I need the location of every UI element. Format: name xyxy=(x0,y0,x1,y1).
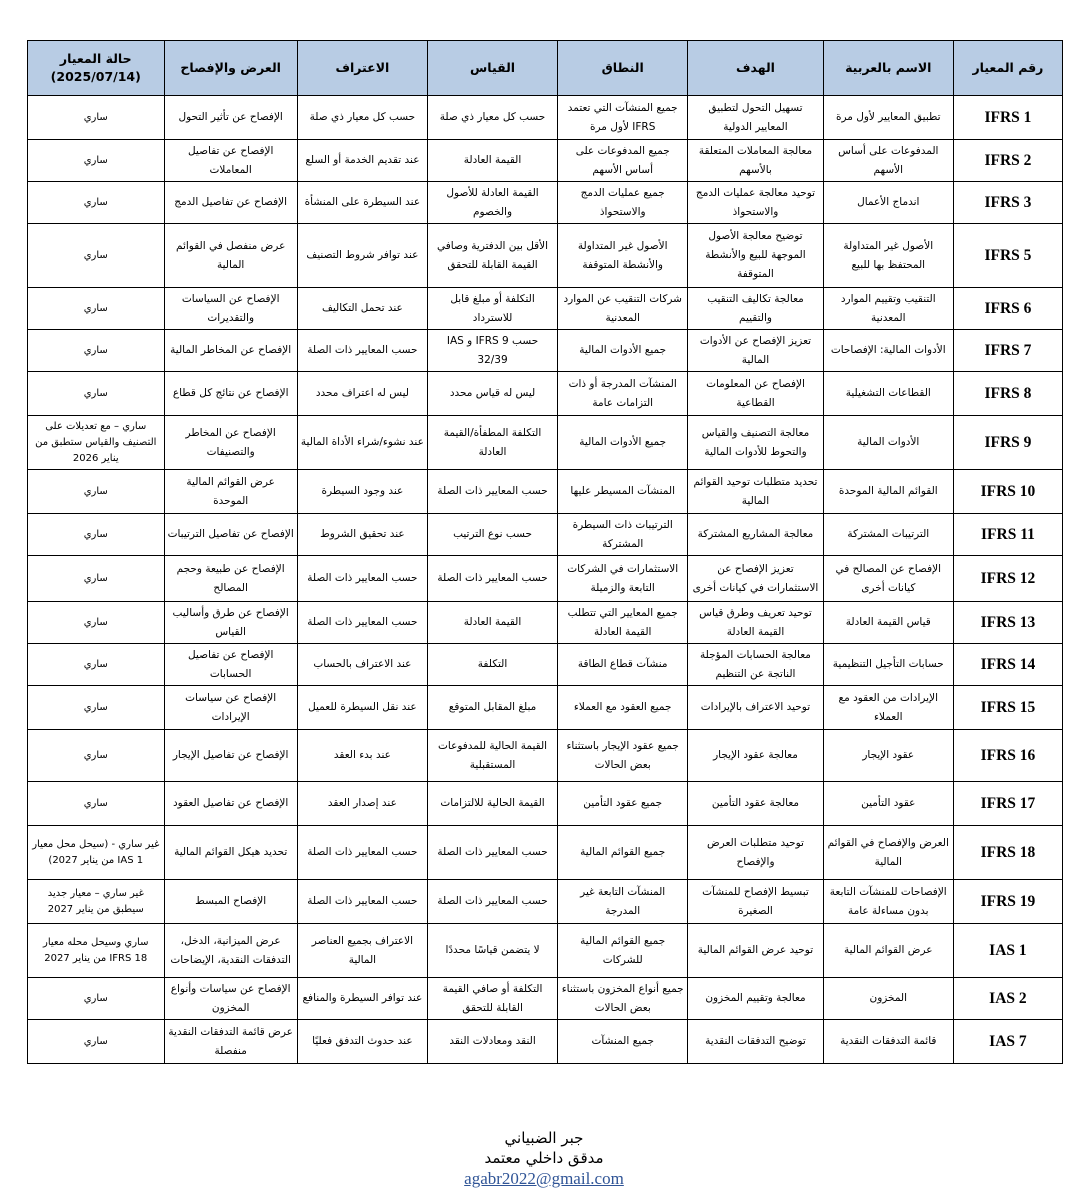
author-footer xyxy=(0,1128,1088,1190)
table-row xyxy=(28,686,1063,730)
cell-measurement: حسب المعايير ذات الصلة xyxy=(427,880,557,924)
cell-disclosure: الإفصاح عن السياسات والتقديرات xyxy=(164,288,297,330)
cell-arabic-name: المخزون xyxy=(823,978,953,1020)
cell-disclosure: الإفصاح عن تفاصيل الحسابات xyxy=(164,644,297,686)
cell-arabic-name: الأصول غير المتداولة المحتفظ بها للبيع xyxy=(823,224,953,288)
cell-recognition: عند نشوء/شراء الأداة المالية xyxy=(297,416,427,470)
cell-recognition: عند نقل السيطرة للعميل xyxy=(297,686,427,730)
table-row xyxy=(28,644,1063,686)
table-row xyxy=(28,782,1063,826)
cell-objective: توحيد عرض القوائم المالية xyxy=(688,924,823,978)
cell-objective: تعزيز الإفصاح عن الاستثمارات في كيانات أخرى xyxy=(688,556,823,602)
table-row xyxy=(28,826,1063,880)
cell-disclosure: الإفصاح عن تفاصيل الترتيبات xyxy=(164,514,297,556)
cell-objective: توضيح معالجة الأصول الموجهة للبيع والأنشطة المتوقفة xyxy=(688,224,823,288)
cell-disclosure: الإفصاح عن تفاصيل العقود xyxy=(164,782,297,826)
cell-recognition: الاعتراف بجميع العناصر المالية xyxy=(297,924,427,978)
cell-measurement: النقد ومعادلات النقد xyxy=(427,1020,557,1064)
cell-arabic-name: قياس القيمة العادلة xyxy=(823,602,953,644)
cell-measurement: مبلغ المقابل المتوقع xyxy=(427,686,557,730)
cell-disclosure: عرض الميزانية، الدخل، التدفقات النقدية، الإيضاحات xyxy=(164,924,297,978)
cell-arabic-name: عقود التأمين xyxy=(823,782,953,826)
cell-measurement: حسب كل معيار ذي صلة xyxy=(427,96,557,140)
table-row xyxy=(28,372,1063,416)
cell-objective: تسهيل التحول لتطبيق المعايير الدولية xyxy=(688,96,823,140)
cell-scope: جميع الأدوات المالية xyxy=(558,330,688,372)
cell-status: ساري وسيحل محله معيار IFRS 18 من يناير 2027 xyxy=(28,924,165,978)
cell-status: غير ساري - (سيحل محل معيار IAS 1 من يناير 2027) xyxy=(28,826,165,880)
cell-status: ساري xyxy=(28,730,165,782)
cell-disclosure: الإفصاح عن تفاصيل الدمج xyxy=(164,182,297,224)
cell-measurement: لا يتضمن قياسًا محددًا xyxy=(427,924,557,978)
table-header-row xyxy=(28,41,1063,96)
author-name: جبر الضبياني xyxy=(504,1129,584,1147)
cell-status: ساري xyxy=(28,978,165,1020)
table-row xyxy=(28,730,1063,782)
cell-disclosure: الإفصاح عن المخاطر والتصنيفات xyxy=(164,416,297,470)
table-row xyxy=(28,288,1063,330)
cell-arabic-name: الأدوات المالية: الإفصاحات xyxy=(823,330,953,372)
table-row xyxy=(28,224,1063,288)
cell-recognition: حسب المعايير ذات الصلة xyxy=(297,602,427,644)
cell-recognition: عند الاعتراف بالحساب xyxy=(297,644,427,686)
cell-arabic-name: القطاعات التشغيلية xyxy=(823,372,953,416)
cell-standard-number: IFRS 14 xyxy=(953,644,1062,686)
cell-recognition: عند تقديم الخدمة أو السلع xyxy=(297,140,427,182)
standards-table-container xyxy=(27,40,1063,1064)
cell-standard-number: IFRS 19 xyxy=(953,880,1062,924)
cell-status: ساري xyxy=(28,470,165,514)
cell-scope: المنشآت المدرجة أو ذات التزامات عامة xyxy=(558,372,688,416)
cell-measurement: القيمة العادلة xyxy=(427,140,557,182)
table-row xyxy=(28,514,1063,556)
cell-measurement: التكلفة xyxy=(427,644,557,686)
cell-objective: معالجة وتقييم المخزون xyxy=(688,978,823,1020)
cell-arabic-name: عرض القوائم المالية xyxy=(823,924,953,978)
cell-recognition: ليس له اعتراف محدد xyxy=(297,372,427,416)
cell-standard-number: IAS 1 xyxy=(953,924,1062,978)
cell-standard-number: IFRS 8 xyxy=(953,372,1062,416)
cell-measurement: حسب المعايير ذات الصلة xyxy=(427,556,557,602)
cell-scope: جميع القوائم المالية xyxy=(558,826,688,880)
cell-recognition: عند وجود السيطرة xyxy=(297,470,427,514)
cell-standard-number: IFRS 2 xyxy=(953,140,1062,182)
cell-scope: جميع عقود التأمين xyxy=(558,782,688,826)
cell-objective: معالجة المشاريع المشتركة xyxy=(688,514,823,556)
author-email-link[interactable]: agabr2022@gmail.com xyxy=(464,1169,624,1188)
cell-disclosure: الإفصاح عن المخاطر المالية xyxy=(164,330,297,372)
cell-scope: المنشآت المسيطر عليها xyxy=(558,470,688,514)
cell-arabic-name: التنقيب وتقييم الموارد المعدنية xyxy=(823,288,953,330)
cell-disclosure: عرض قائمة التدفقات النقدية منفصلة xyxy=(164,1020,297,1064)
header-recognition: الاعتراف xyxy=(297,41,427,96)
cell-measurement: حسب المعايير ذات الصلة xyxy=(427,470,557,514)
cell-standard-number: IAS 7 xyxy=(953,1020,1062,1064)
cell-disclosure: الإفصاح عن تفاصيل المعاملات xyxy=(164,140,297,182)
cell-status: ساري xyxy=(28,514,165,556)
cell-scope: منشآت قطاع الطاقة xyxy=(558,644,688,686)
cell-objective: تحديد متطلبات توحيد القوائم المالية xyxy=(688,470,823,514)
cell-recognition: حسب المعايير ذات الصلة xyxy=(297,826,427,880)
cell-arabic-name: الإيرادات من العقود مع العملاء xyxy=(823,686,953,730)
cell-scope: جميع القوائم المالية للشركات xyxy=(558,924,688,978)
table-body xyxy=(28,96,1063,1064)
table-row xyxy=(28,416,1063,470)
cell-measurement: حسب نوع الترتيب xyxy=(427,514,557,556)
cell-objective: معالجة المعاملات المتعلقة بالأسهم xyxy=(688,140,823,182)
cell-status: ساري xyxy=(28,686,165,730)
cell-scope: جميع العقود مع العملاء xyxy=(558,686,688,730)
cell-disclosure: تحديد هيكل القوائم المالية xyxy=(164,826,297,880)
cell-arabic-name: حسابات التأجيل التنظيمية xyxy=(823,644,953,686)
cell-standard-number: IFRS 11 xyxy=(953,514,1062,556)
cell-scope: جميع المعايير التي تتطلب القيمة العادلة xyxy=(558,602,688,644)
cell-recognition: عند حدوث التدفق فعليًا xyxy=(297,1020,427,1064)
cell-standard-number: IFRS 3 xyxy=(953,182,1062,224)
cell-arabic-name: المدفوعات على أساس الأسهم xyxy=(823,140,953,182)
cell-measurement: القيمة العادلة للأصول والخصوم xyxy=(427,182,557,224)
cell-recognition: عند السيطرة على المنشأة xyxy=(297,182,427,224)
table-row xyxy=(28,182,1063,224)
cell-objective: تبسيط الإفصاح للمنشآت الصغيرة xyxy=(688,880,823,924)
cell-scope: جميع الأدوات المالية xyxy=(558,416,688,470)
cell-status: ساري xyxy=(28,224,165,288)
cell-status: ساري xyxy=(28,182,165,224)
table-row xyxy=(28,1020,1063,1064)
table-row xyxy=(28,924,1063,978)
cell-recognition: عند توافر شروط التصنيف xyxy=(297,224,427,288)
cell-measurement: التكلفة أو صافي القيمة القابلة للتحقق xyxy=(427,978,557,1020)
header-standard-number: رقم المعيار xyxy=(953,41,1062,96)
table-row xyxy=(28,470,1063,514)
cell-objective: تعزيز الإفصاح عن الأدوات المالية xyxy=(688,330,823,372)
cell-standard-number: IFRS 7 xyxy=(953,330,1062,372)
cell-standard-number: IFRS 17 xyxy=(953,782,1062,826)
cell-arabic-name: اندماج الأعمال xyxy=(823,182,953,224)
cell-scope: جميع عمليات الدمج والاستحواذ xyxy=(558,182,688,224)
cell-standard-number: IFRS 16 xyxy=(953,730,1062,782)
cell-scope: جميع المنشآت التي تعتمد IFRS لأول مرة xyxy=(558,96,688,140)
cell-standard-number: IFRS 13 xyxy=(953,602,1062,644)
cell-standard-number: IFRS 12 xyxy=(953,556,1062,602)
cell-measurement: القيمة العادلة xyxy=(427,602,557,644)
cell-status: ساري xyxy=(28,372,165,416)
cell-objective: توحيد معالجة عمليات الدمج والاستحواذ xyxy=(688,182,823,224)
cell-status: ساري xyxy=(28,288,165,330)
cell-scope: الترتيبات ذات السيطرة المشتركة xyxy=(558,514,688,556)
cell-recognition: حسب المعايير ذات الصلة xyxy=(297,330,427,372)
cell-arabic-name: القوائم المالية الموحدة xyxy=(823,470,953,514)
cell-scope: جميع المدفوعات على أساس الأسهم xyxy=(558,140,688,182)
cell-status: ساري xyxy=(28,1020,165,1064)
cell-status: غير ساري – معيار جديد سيطبق من يناير 2027 xyxy=(28,880,165,924)
header-status: حالة المعيار (2025/07/14) xyxy=(28,41,165,96)
cell-status: ساري xyxy=(28,556,165,602)
header-scope: النطاق xyxy=(558,41,688,96)
cell-disclosure: الإفصاح عن تأثير التحول xyxy=(164,96,297,140)
cell-standard-number: IFRS 1 xyxy=(953,96,1062,140)
cell-objective: معالجة التصنيف والقياس والتحوط للأدوات المالية xyxy=(688,416,823,470)
cell-status: ساري – مع تعديلات على التصنيف والقياس ستطبق من يناير 2026 xyxy=(28,416,165,470)
cell-status: ساري xyxy=(28,644,165,686)
header-measurement: القياس xyxy=(427,41,557,96)
cell-recognition: حسب المعايير ذات الصلة xyxy=(297,556,427,602)
cell-objective: توحيد متطلبات العرض والإفصاح xyxy=(688,826,823,880)
header-objective: الهدف xyxy=(688,41,823,96)
cell-arabic-name: العرض والإفصاح في القوائم المالية xyxy=(823,826,953,880)
cell-objective: توحيد تعريف وطرق قياس القيمة العادلة xyxy=(688,602,823,644)
cell-scope: شركات التنقيب عن الموارد المعدنية xyxy=(558,288,688,330)
cell-standard-number: IFRS 10 xyxy=(953,470,1062,514)
cell-scope: جميع المنشآت xyxy=(558,1020,688,1064)
cell-disclosure: الإفصاح عن سياسات وأنواع المخزون xyxy=(164,978,297,1020)
cell-disclosure: عرض منفصل في القوائم المالية xyxy=(164,224,297,288)
cell-measurement: الأقل بين الدفترية وصافي القيمة القابلة للتحقق xyxy=(427,224,557,288)
cell-scope: الاستثمارات في الشركات التابعة والزميلة xyxy=(558,556,688,602)
table-row xyxy=(28,330,1063,372)
cell-measurement: التكلفة أو مبلغ قابل للاسترداد xyxy=(427,288,557,330)
cell-recognition: عند إصدار العقد xyxy=(297,782,427,826)
cell-status: ساري xyxy=(28,782,165,826)
cell-recognition: حسب المعايير ذات الصلة xyxy=(297,880,427,924)
cell-status: ساري xyxy=(28,330,165,372)
cell-measurement: القيمة الحالية للمدفوعات المستقبلية xyxy=(427,730,557,782)
cell-objective: الإفصاح عن المعلومات القطاعية xyxy=(688,372,823,416)
cell-standard-number: IFRS 5 xyxy=(953,224,1062,288)
cell-scope: جميع عقود الإيجار باستثناء بعض الحالات xyxy=(558,730,688,782)
table-row xyxy=(28,880,1063,924)
cell-objective: معالجة عقود الإيجار xyxy=(688,730,823,782)
cell-objective: معالجة عقود التأمين xyxy=(688,782,823,826)
cell-standard-number: IFRS 18 xyxy=(953,826,1062,880)
cell-disclosure: الإفصاح عن طبيعة وحجم المصالح xyxy=(164,556,297,602)
cell-status: ساري xyxy=(28,96,165,140)
cell-disclosure: الإفصاح عن نتائج كل قطاع xyxy=(164,372,297,416)
cell-objective: توحيد الاعتراف بالإيرادات xyxy=(688,686,823,730)
cell-standard-number: IFRS 9 xyxy=(953,416,1062,470)
cell-disclosure: الإفصاح عن سياسات الإيرادات xyxy=(164,686,297,730)
header-presentation-disclosure: العرض والإفصاح xyxy=(164,41,297,96)
table-row xyxy=(28,978,1063,1020)
cell-recognition: عند تحقيق الشروط xyxy=(297,514,427,556)
cell-objective: معالجة الحسابات المؤجلة الناتجة عن التنظيم xyxy=(688,644,823,686)
cell-arabic-name: الترتيبات المشتركة xyxy=(823,514,953,556)
cell-recognition: عند تحمل التكاليف xyxy=(297,288,427,330)
cell-disclosure: الإفصاح عن طرق وأساليب القياس xyxy=(164,602,297,644)
table-row xyxy=(28,140,1063,182)
author-title: مدقق داخلي معتمد xyxy=(484,1149,604,1167)
cell-recognition: حسب كل معيار ذي صلة xyxy=(297,96,427,140)
cell-recognition: عند بدء العقد xyxy=(297,730,427,782)
table-row xyxy=(28,556,1063,602)
cell-scope: الأصول غير المتداولة والأنشطة المتوقفة xyxy=(558,224,688,288)
cell-arabic-name: الإفصاحات للمنشآت التابعة بدون مساءلة عامة xyxy=(823,880,953,924)
cell-status: ساري xyxy=(28,602,165,644)
table-row xyxy=(28,96,1063,140)
cell-recognition: عند توافر السيطرة والمنافع xyxy=(297,978,427,1020)
cell-measurement: حسب المعايير ذات الصلة xyxy=(427,826,557,880)
header-arabic-name: الاسم بالعربية xyxy=(823,41,953,96)
cell-scope: المنشآت التابعة غير المدرجة xyxy=(558,880,688,924)
table-row xyxy=(28,602,1063,644)
cell-scope: جميع أنواع المخزون باستثناء بعض الحالات xyxy=(558,978,688,1020)
cell-standard-number: IFRS 15 xyxy=(953,686,1062,730)
cell-disclosure: الإفصاح المبسط xyxy=(164,880,297,924)
cell-arabic-name: عقود الإيجار xyxy=(823,730,953,782)
cell-objective: معالجة تكاليف التنقيب والتقييم xyxy=(688,288,823,330)
cell-measurement: القيمة الحالية للالتزامات xyxy=(427,782,557,826)
cell-objective: توضيح التدفقات النقدية xyxy=(688,1020,823,1064)
cell-arabic-name: تطبيق المعايير لأول مرة xyxy=(823,96,953,140)
cell-measurement: حسب IFRS 9 و IAS 32/39 xyxy=(427,330,557,372)
cell-arabic-name: قائمة التدفقات النقدية xyxy=(823,1020,953,1064)
cell-disclosure: الإفصاح عن تفاصيل الإيجار xyxy=(164,730,297,782)
cell-standard-number: IAS 2 xyxy=(953,978,1062,1020)
cell-status: ساري xyxy=(28,140,165,182)
ifrs-standards-table xyxy=(27,40,1063,1064)
cell-disclosure: عرض القوائم المالية الموحدة xyxy=(164,470,297,514)
cell-measurement: التكلفة المطفأة/القيمة العادلة xyxy=(427,416,557,470)
cell-arabic-name: الإفصاح عن المصالح في كيانات أخرى xyxy=(823,556,953,602)
cell-measurement: ليس له قياس محدد xyxy=(427,372,557,416)
cell-standard-number: IFRS 6 xyxy=(953,288,1062,330)
cell-arabic-name: الأدوات المالية xyxy=(823,416,953,470)
